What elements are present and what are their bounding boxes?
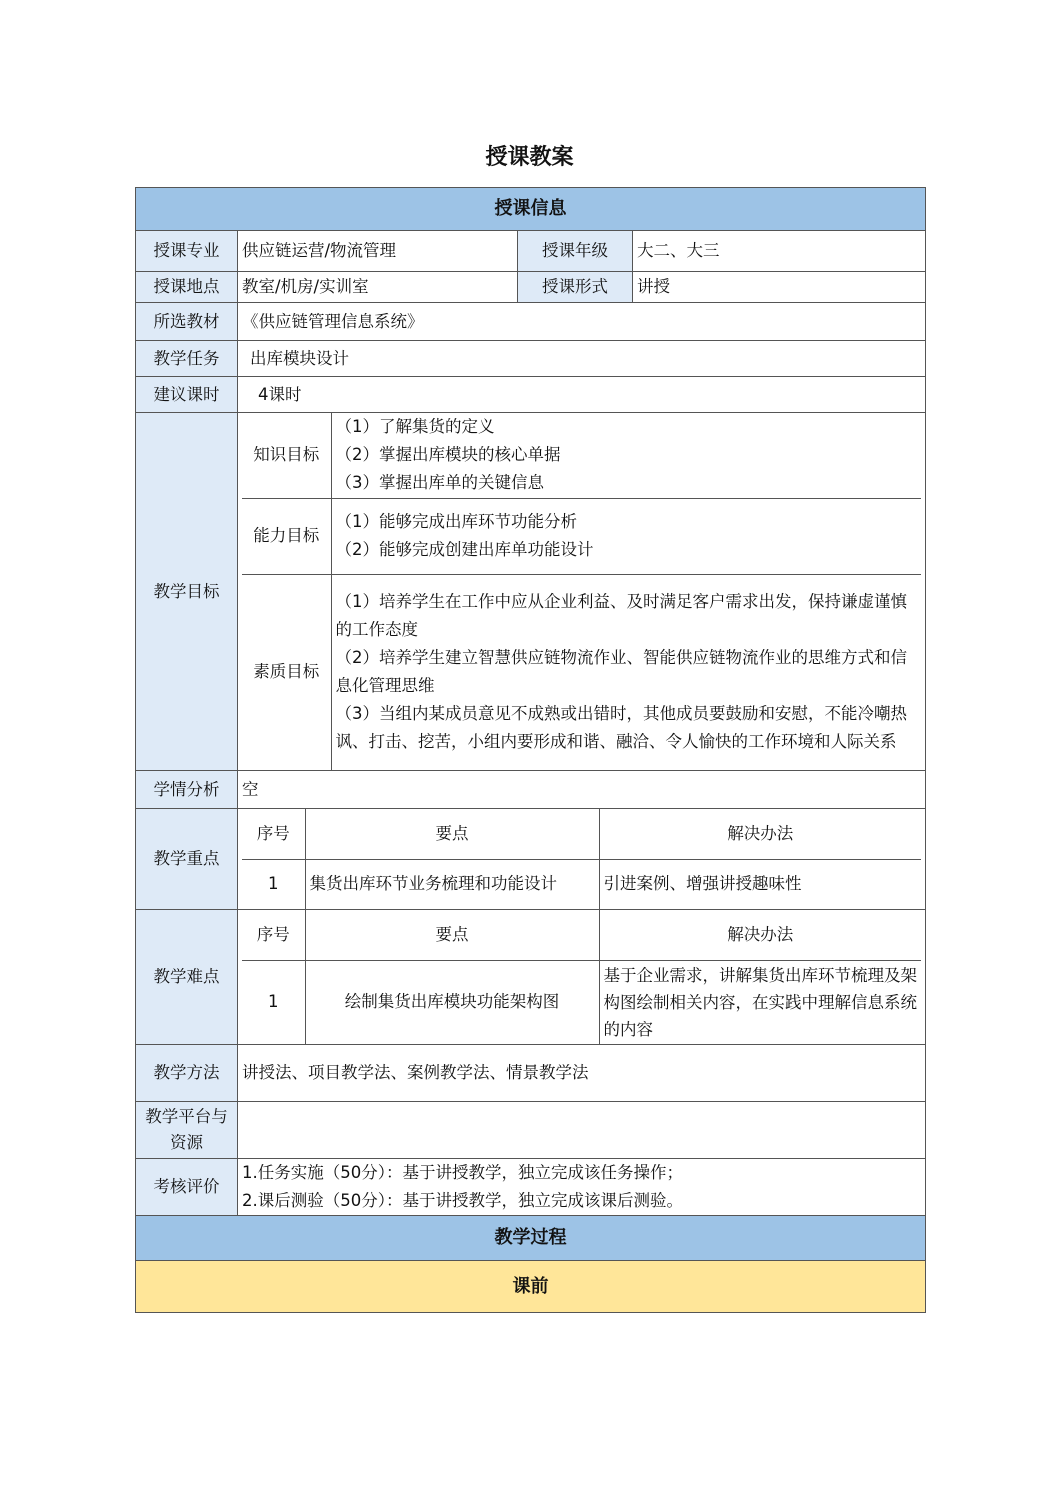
column-header-point: 要点: [305, 910, 599, 960]
textbook-value: 《供应链管理信息系统》: [238, 303, 926, 341]
key-points-table: [242, 809, 921, 909]
difficulty-text: 绘制集货出库模块功能架构图: [305, 960, 599, 1044]
list-item: （2）培养学生建立智慧供应链物流作业、智能供应链物流作业的思维方式和信息化管理思维: [335, 648, 907, 696]
place-label: 授课地点: [136, 272, 238, 303]
list-item: （3）当组内某成员意见不成熟或出错时，其他成员要鼓励和安慰，不能冷嘲热讽、打击、挖苦，小组内要形成和谐、融洽、令人愉快的工作环境和人际关系: [335, 704, 907, 752]
key-points-cell: [238, 809, 926, 910]
difficulties-table: [242, 910, 921, 1044]
difficulties-label: 教学难点: [136, 910, 238, 1045]
methods-label: 教学方法: [136, 1045, 238, 1102]
column-header-no: 序号: [242, 809, 305, 859]
analysis-label: 学情分析: [136, 771, 238, 809]
difficulty-solution: 基于企业需求，讲解集货出库环节梳理及架构图绘制相关内容，在实践中理解信息系统的内容: [599, 960, 921, 1044]
quality-goal-label: 素质目标: [242, 574, 331, 770]
goals-label: 教学目标: [136, 413, 238, 771]
analysis-value: 空: [238, 771, 926, 809]
difficulties-cell: [238, 910, 926, 1045]
ability-goal-label: 能力目标: [242, 498, 331, 574]
section-header-process: 教学过程: [136, 1216, 926, 1261]
lesson-plan-table: [135, 187, 926, 1313]
form-label: 授课形式: [518, 272, 633, 303]
list-item: （3）掌握出库单的关键信息: [335, 473, 544, 493]
list-item: 1.任务实施（50分）：基于讲授教学，独立完成该任务操作；: [242, 1163, 683, 1182]
ability-goal-list: [331, 498, 921, 574]
goals-cell: [238, 413, 926, 771]
key-point-text: 集货出库环节业务梳理和功能设计: [305, 859, 599, 909]
methods-value: 讲授法、项目教学法、案例教学法、情景教学法: [238, 1045, 926, 1102]
assessment-label: 考核评价: [136, 1159, 238, 1216]
platform-label: 教学平台与资源: [136, 1102, 238, 1159]
grade-value: 大二、大三: [633, 231, 926, 272]
major-value: 供应链运营/物流管理: [238, 231, 518, 272]
platform-value: [238, 1102, 926, 1159]
column-header-point: 要点: [305, 809, 599, 859]
list-item: （1）了解集货的定义: [335, 417, 495, 437]
key-points-label: 教学重点: [136, 809, 238, 910]
grade-label: 授课年级: [518, 231, 633, 272]
task-value: 出库模块设计: [238, 341, 926, 377]
key-point-solution: 引进案例、增强讲授趣味性: [599, 859, 921, 909]
column-header-solution: 解决办法: [599, 809, 921, 859]
knowledge-goal-label: 知识目标: [242, 413, 331, 498]
knowledge-goal-list: [331, 413, 921, 498]
column-header-no: 序号: [242, 910, 305, 960]
list-item: （2）能够完成创建出库单功能设计: [335, 540, 594, 559]
assessment-list: [238, 1159, 926, 1216]
list-item: 2.课后测验（50分）：基于讲授教学，独立完成该课后测验。: [242, 1191, 683, 1210]
section-header-before-class: 课前: [136, 1261, 926, 1313]
place-value: 教室/机房/实训室: [238, 272, 518, 303]
hours-label: 建议课时: [136, 377, 238, 413]
list-item: （1）培养学生在工作中应从企业利益、及时满足客户需求出发，保持谦虚谨慎的工作态度: [335, 592, 907, 640]
form-value: 讲授: [633, 272, 926, 303]
task-label: 教学任务: [136, 341, 238, 377]
hours-value: 4课时: [238, 377, 926, 413]
textbook-label: 所选教材: [136, 303, 238, 341]
difficulty-no: 1: [242, 960, 305, 1044]
column-header-solution: 解决办法: [599, 910, 921, 960]
quality-goal-list: [331, 574, 921, 770]
list-item: （1）能够完成出库环节功能分析: [335, 512, 577, 531]
document-title: 授课教案: [485, 144, 574, 170]
goals-table: [242, 413, 921, 770]
key-point-no: 1: [242, 859, 305, 909]
list-item: （2）掌握出库模块的核心单据: [335, 445, 561, 465]
major-label: 授课专业: [136, 231, 238, 272]
section-header-info: 授课信息: [136, 188, 926, 231]
